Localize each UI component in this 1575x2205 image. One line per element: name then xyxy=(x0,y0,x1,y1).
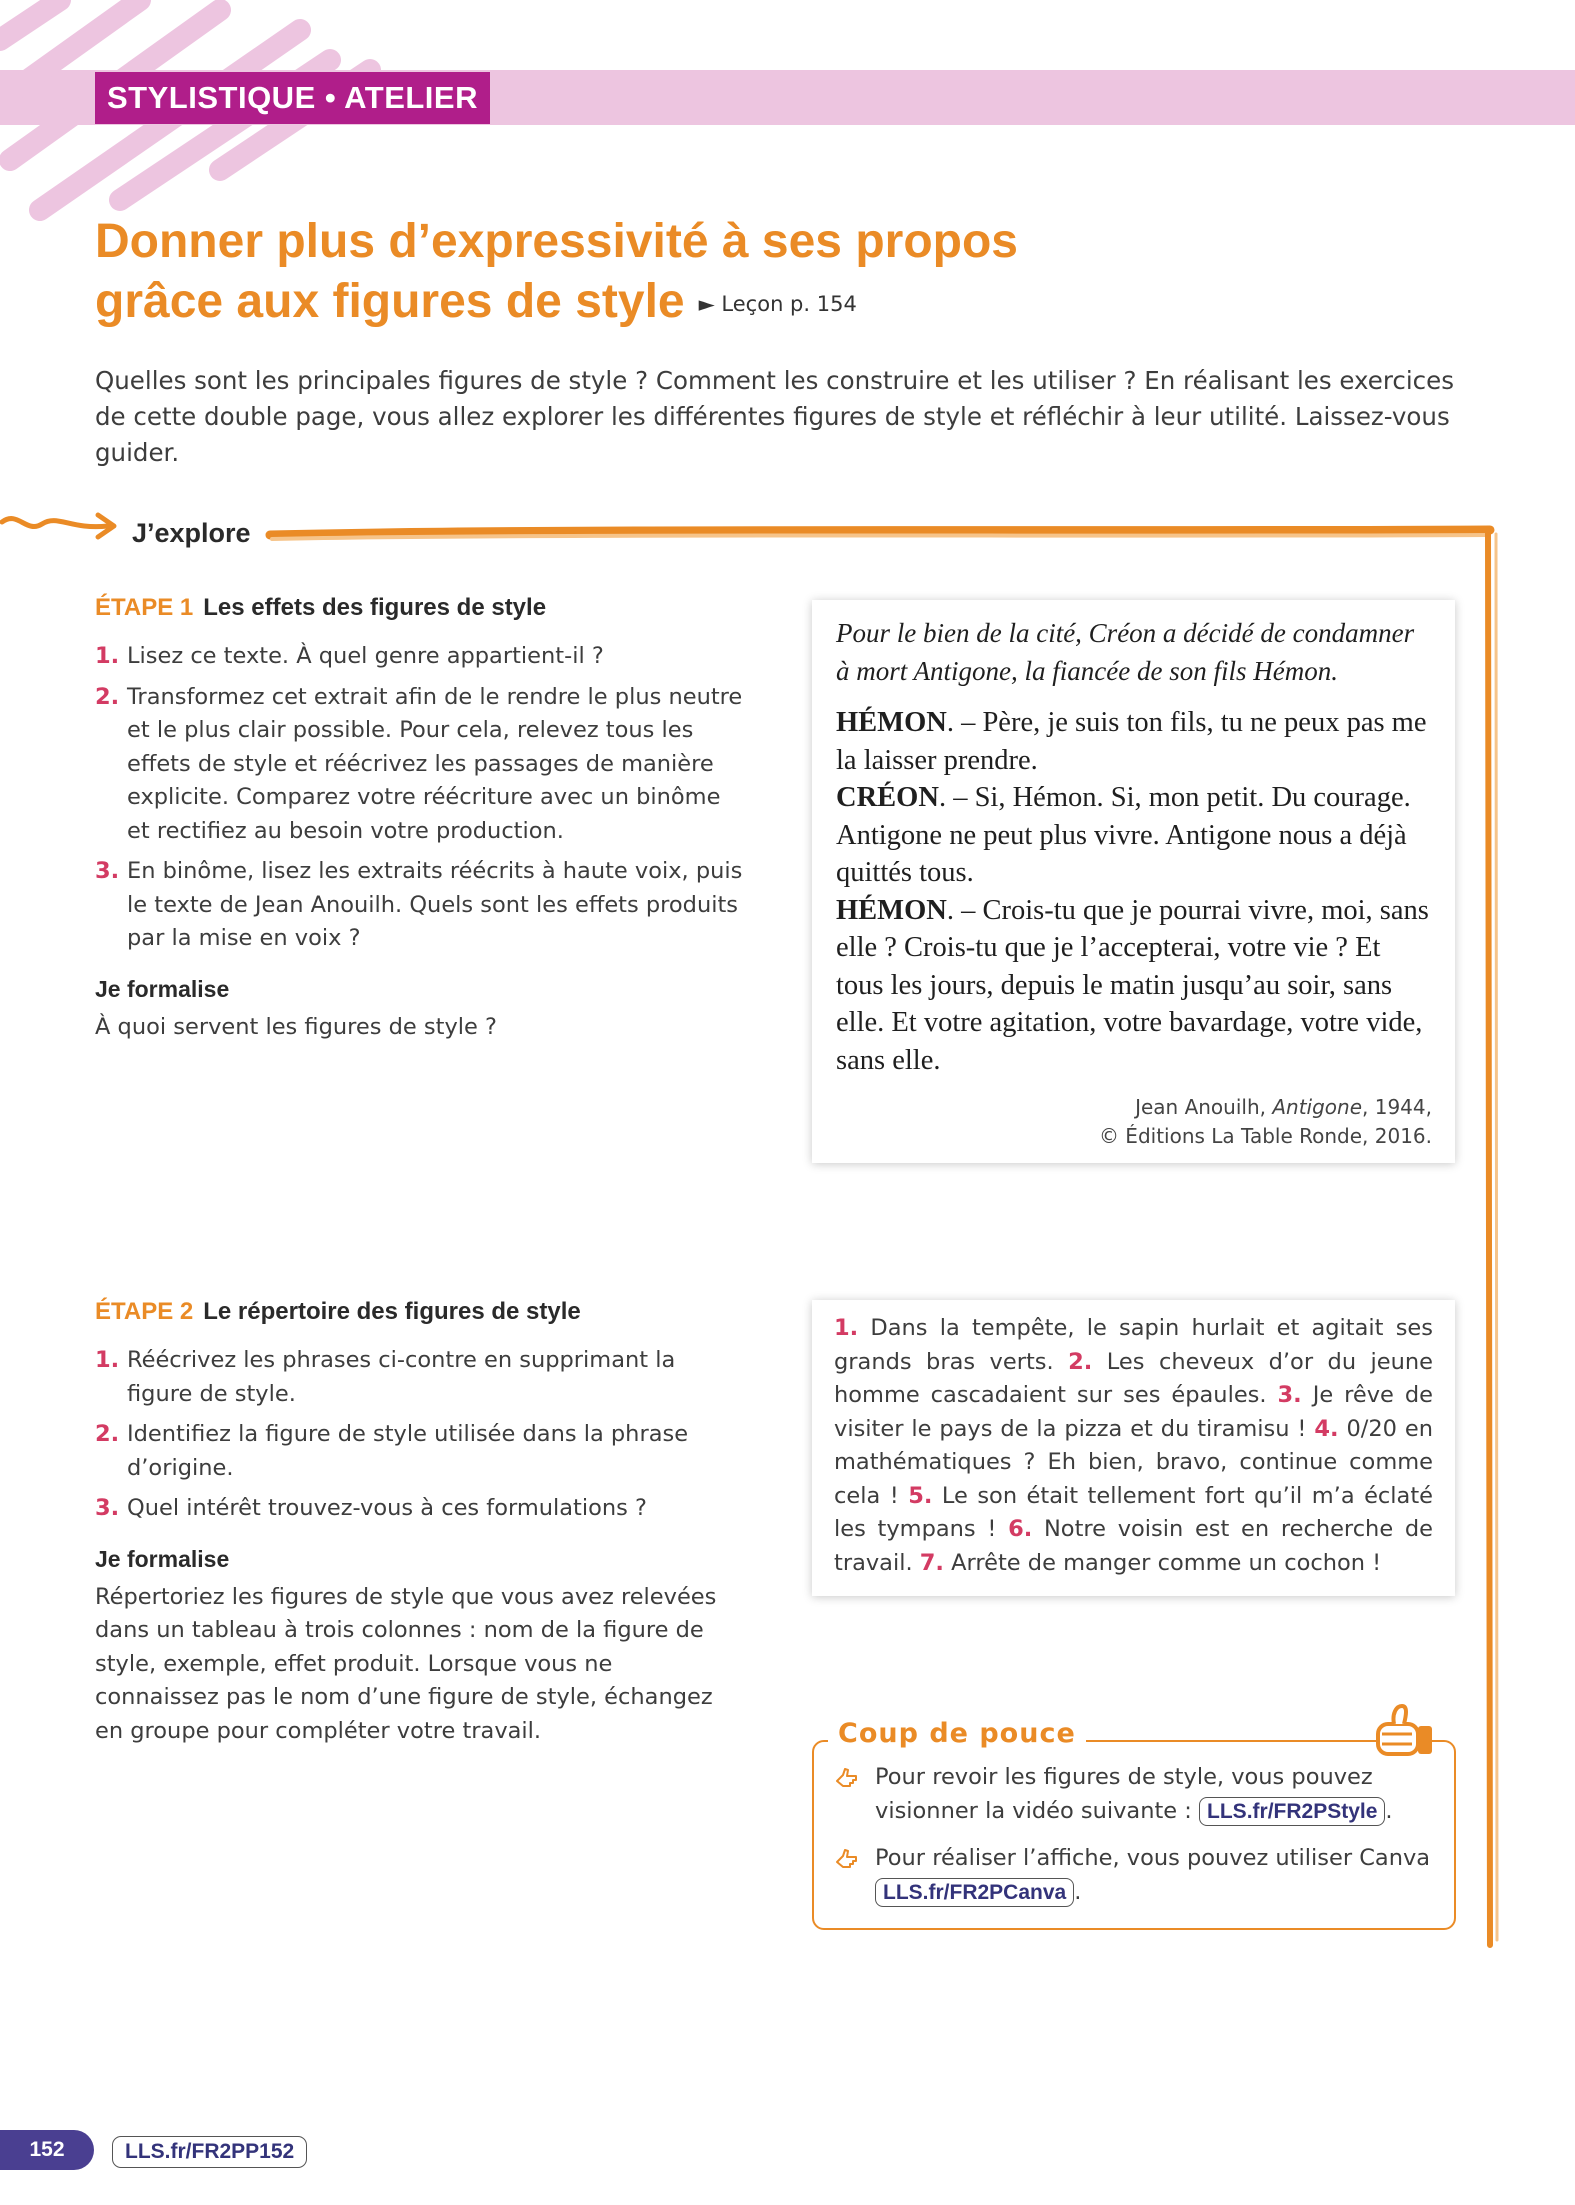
dialogue-line xyxy=(836,892,1432,1080)
sentence-number: 2. xyxy=(1068,1348,1093,1375)
stage-direction: Pour le bien de la cité, Créon a décidé de condamner à mort Antigone, la fiancée de son fils Hémon. xyxy=(836,618,1415,686)
play-excerpt xyxy=(812,600,1455,1151)
item-text: Transformez cet extrait afin de le rendre le plus neutre et le plus clair possible. Pour cela, relevez tous les effets de style et réécrivez les passages de manière explicite. Comparez votre réécriture avec un binôme et rectifiez au besoin votre production. xyxy=(127,683,743,844)
intro-paragraph: Quelles sont les principales figures de style ? Comment les construire et les utiliser ? En réalisant les exercices de cette double page, vous allez explorer les différentes figures de style et réfléchir à leur utilité. Laissez-vous guider. xyxy=(95,366,1454,467)
sentences-text xyxy=(812,1300,1455,1580)
speech-text: . – Père, je suis ton fils, tu ne peux pas me la laisser prendre. xyxy=(836,707,1427,776)
etape1-section xyxy=(95,594,745,1044)
etape1-title: Les effets des figures de style xyxy=(203,594,547,621)
item-text: Identifiez la figure de style utilisée dans la phrase d’origine. xyxy=(127,1421,689,1481)
speaker-name: CRÉON xyxy=(836,782,939,813)
hand-pointer-icon xyxy=(835,1767,859,1789)
speech-text: . – Si, Hémon. Si, mon petit. Du courage. Antigone ne peut plus vivre. Antigone nous a déjà quittés tous. xyxy=(836,782,1411,888)
dialogue-line xyxy=(836,779,1432,892)
item-text: Lisez ce texte. À quel genre appartient-il ? xyxy=(127,643,604,669)
sentence-number: 4. xyxy=(1314,1415,1339,1442)
sentence-text: Les cheveux d’or du jeune homme cascadaient sur ses épaules. xyxy=(834,1348,1433,1408)
list-item xyxy=(95,855,745,956)
etape1-formalise-title: Je formalise xyxy=(95,975,230,1002)
speaker-name: HÉMON xyxy=(836,894,947,926)
credit-year: , 1944, xyxy=(1362,1095,1432,1119)
excerpt-card xyxy=(812,600,1455,1163)
sentence-number: 3. xyxy=(1277,1382,1302,1408)
etape1-heading xyxy=(95,594,745,622)
etape2-formalise-title: Je formalise xyxy=(95,1545,230,1572)
item-text: Réécrivez les phrases ci-contre en supprimant la figure de style. xyxy=(127,1347,676,1407)
hand-pointer-icon xyxy=(835,1848,859,1870)
canva-link[interactable]: LLS.fr/FR2PCanva xyxy=(875,1878,1074,1907)
etape2-formalise-text: Répertoriez les figures de style que vous avez relevées dans un tableau à trois colonnes : nom de la figure de style, exemple, effet produit. Lorsque vous ne connaissez pas le nom d’une figure de style, échangez en groupe pour compléter votre travail. xyxy=(95,1583,717,1744)
list-item xyxy=(95,1492,715,1526)
list-item xyxy=(95,1418,715,1485)
dialogue xyxy=(836,704,1432,1079)
sentence-text: Notre voisin est en recherche de travail. xyxy=(834,1516,1433,1576)
explore-heading: J’explore xyxy=(132,518,251,548)
speaker-name: HÉMON xyxy=(836,707,947,738)
sentence-text: Arrête de manger comme un cochon ! xyxy=(943,1549,1382,1576)
hint-item xyxy=(835,1842,1440,1909)
sentence-text: Dans la tempête, le sapin hurlait et agitait ses grands bras verts. xyxy=(834,1315,1433,1375)
etape2-section xyxy=(95,1298,745,1748)
dialogue-line xyxy=(836,704,1432,779)
page-title xyxy=(95,212,1195,334)
etape1-formalise-text: À quoi servent les figures de style ? xyxy=(95,1013,497,1040)
item-number: 3. xyxy=(95,1495,120,1521)
item-number: 2. xyxy=(95,683,120,710)
item-number: 1. xyxy=(95,1347,120,1373)
etape2-list xyxy=(95,1344,715,1526)
coup-de-pouce-hints xyxy=(835,1761,1440,1909)
title-line-1: Donner plus d’expressivité à ses propos xyxy=(95,215,1018,268)
list-item xyxy=(95,640,745,674)
item-number: 1. xyxy=(95,643,120,669)
etape2-number: ÉTAPE 2 xyxy=(95,1298,194,1325)
list-item xyxy=(95,1344,715,1411)
sentences-card xyxy=(812,1300,1455,1596)
item-text: En binôme, lisez les extraits réécrits à haute voix, puis le texte de Jean Anouilh. Quels sont les effets produits par la mise en voix ? xyxy=(127,858,743,951)
coup-de-pouce-title: Coup de pouce xyxy=(828,1718,1086,1749)
list-item xyxy=(95,681,745,849)
hint-text: Pour revoir les figures de style, vous pouvez visionner la vidéo suivante : xyxy=(875,1764,1373,1824)
sentence-text: 0/20 en mathématiques ? Eh bien, bravo, continue comme cela ! xyxy=(834,1415,1433,1509)
etape1-number: ÉTAPE 1 xyxy=(95,594,194,621)
hint-end: . xyxy=(1385,1797,1393,1824)
source-credit xyxy=(836,1093,1432,1151)
item-text: Quel intérêt trouvez-vous à ces formulations ? xyxy=(127,1495,647,1521)
etape2-title: Le répertoire des figures de style xyxy=(203,1298,581,1325)
style-video-link[interactable]: LLS.fr/FR2PStyle xyxy=(1199,1797,1385,1826)
thumbs-up-icon xyxy=(1374,1702,1442,1760)
hint-text: Pour réaliser l’affiche, vous pouvez utiliser Canva xyxy=(875,1845,1431,1871)
sentence-number: 7. xyxy=(919,1549,944,1576)
etape2-heading xyxy=(95,1298,745,1326)
item-number: 2. xyxy=(95,1421,120,1447)
title-line-2: grâce aux figures de style xyxy=(95,275,685,328)
credit-work: Antigone xyxy=(1272,1095,1363,1119)
section-tag: STYLISTIQUE • ATELIER xyxy=(95,72,490,124)
hint-item xyxy=(835,1761,1440,1828)
sentence-text: Je rêve de visiter le pays de la pizza et du tiramisu ! xyxy=(834,1382,1433,1442)
explore-arrow-icon xyxy=(0,500,125,550)
credit-author: Jean Anouilh, xyxy=(1135,1095,1273,1119)
speech-text: . – Crois-tu que je pourrai vivre, moi, sans elle ? Crois-tu que je l’accepterai, votre vie ? Et tous les jours, depuis le matin jusqu’au soir, sans elle. Et votre agitation, votre bavardage, votre vide, sans elle. xyxy=(836,894,1429,1076)
page-number: 152 xyxy=(0,2130,94,2170)
page-link[interactable]: LLS.fr/FR2PP152 xyxy=(112,2136,307,2168)
sentence-number: 6. xyxy=(1008,1516,1033,1542)
lesson-reference[interactable]: ► Leçon p. 154 xyxy=(698,292,857,317)
etape1-list xyxy=(95,640,745,956)
credit-publisher: © Éditions La Table Ronde, 2016. xyxy=(1098,1124,1432,1148)
sentence-number: 5. xyxy=(908,1482,933,1509)
item-number: 3. xyxy=(95,858,120,884)
hint-end: . xyxy=(1074,1878,1082,1905)
sentence-text: Le son était tellement fort qu’il m’a éclaté les tympans ! xyxy=(834,1482,1434,1542)
sentence-number: 1. xyxy=(834,1315,859,1341)
